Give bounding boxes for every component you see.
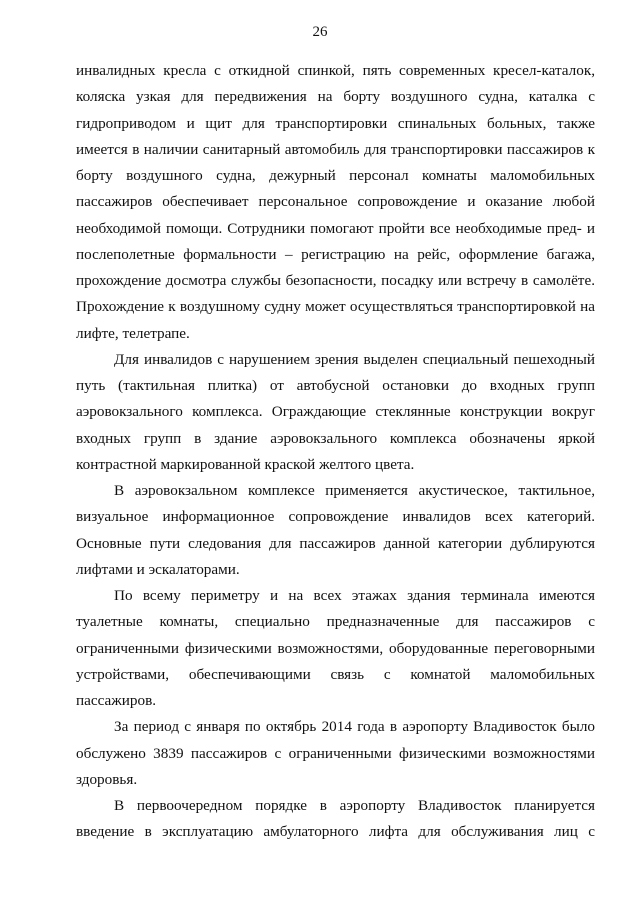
text-line: По всему периметру и на всех этажах здания терминала имеются bbox=[114, 587, 595, 604]
text-line: За период с января по октябрь 2014 года в аэропорту Владивосток было bbox=[114, 718, 595, 736]
text-line: ограниченными физическими возможностями, оборудованные переговорными bbox=[76, 639, 595, 657]
text-line: туалетные комнаты, специально предназначенные для пассажиров с bbox=[76, 613, 595, 631]
text-line: необходимой помощи. Сотрудники помогают пройти все необходимые пред- и bbox=[76, 219, 595, 237]
page-number: 26 bbox=[312, 24, 328, 40]
text-line: путь (тактильная плитка) от автобусной остановки до входных групп bbox=[76, 377, 595, 394]
text-line: лифте, телетрапе. bbox=[76, 324, 190, 342]
text-line: инвалидных кресла с откидной спинкой, пять современных кресел-каталок, bbox=[76, 62, 595, 79]
text-line: В аэровокзальном комплексе применяется акустическое, тактильное, bbox=[114, 482, 595, 499]
text-line: устройствами, обеспечивающими связь с комнатой маломобильных bbox=[76, 665, 595, 683]
text-line: здоровья. bbox=[76, 770, 138, 788]
text-line: входных групп в здание аэровокзального комплекса обозначены яркой bbox=[76, 429, 595, 447]
text-line: борту воздушного судна, дежурный персонал комнаты маломобильных bbox=[76, 167, 595, 184]
text-line: Для инвалидов с нарушением зрения выделен специальный пешеходный bbox=[114, 350, 595, 368]
text-line: лифтами и эскалаторами. bbox=[76, 560, 240, 578]
text-line: обслужено 3839 пассажиров с ограниченными физическими возможностями bbox=[76, 744, 595, 762]
text-line: визуальное информационное сопровождение инвалидов всех категорий. bbox=[76, 508, 595, 526]
text-line: коляска узкая для передвижения на борту воздушного судна, каталка с bbox=[76, 88, 595, 106]
text-line: введение в эксплуатацию амбулаторного лифта для обслуживания лиц с bbox=[76, 823, 595, 841]
text-line: пассажиров обеспечивает персональное сопровождение и оказание любой bbox=[76, 193, 595, 211]
text-line: контрастной маркированной краской желтого цвета. bbox=[76, 455, 415, 473]
text-line: Прохождение к воздушному судну может осуществляться транспортировкой на bbox=[76, 298, 595, 316]
body-text bbox=[76, 58, 595, 846]
text-line: Основные пути следования для пассажиров данной категории дублируются bbox=[76, 534, 595, 552]
text-line: аэровокзального комплекса. Ограждающие стеклянные конструкции вокруг bbox=[76, 403, 595, 421]
text-line: прохождение досмотра службы безопасности, посадку или встречу в самолёте. bbox=[76, 272, 595, 289]
text-line: гидроприводом и щит для транспортировки спинальных больных, также bbox=[76, 114, 595, 132]
text-line: В первоочередном порядке в аэропорту Владивосток планируется bbox=[114, 797, 595, 814]
text-line: пассажиров. bbox=[76, 692, 157, 709]
text-line: имеется в наличии санитарный автомобиль для транспортировки пассажиров к bbox=[76, 140, 595, 158]
text-line: послеполетные формальности – регистрацию на рейс, оформление багажа, bbox=[76, 245, 595, 263]
